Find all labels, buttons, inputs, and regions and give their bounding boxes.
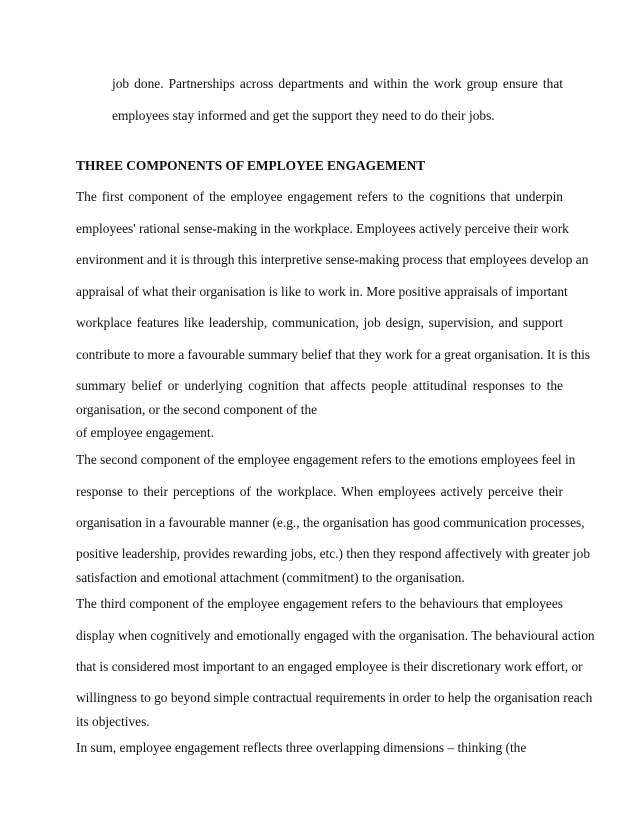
paragraph-line: its objectives. xyxy=(76,714,150,729)
paragraph-line: of employee engagement. xyxy=(76,425,214,440)
paragraph-line: display when cognitively and emotionally engaged with the organisation. The behavioural action xyxy=(76,628,595,643)
paragraph-line: workplace features like leadership, communication, job design, supervision, and support xyxy=(76,315,563,330)
intro-line: job done. Partnerships across departments and within the work group ensure that xyxy=(112,76,563,91)
paragraph-line: willingness to go beyond simple contractual requirements in order to help the organisation reach xyxy=(76,690,593,705)
paragraph-line: that is considered most important to an engaged employee is their discretionary work effort, or xyxy=(76,659,583,674)
paragraph-line: employees' rational sense-making in the workplace. Employees actively perceive their work xyxy=(76,221,569,236)
paragraph-line: The first component of the employee engagement refers to the cognitions that underpin xyxy=(76,189,563,204)
paragraph-line: positive leadership, provides rewarding jobs, etc.) then they respond affectively with greater job xyxy=(76,546,591,561)
paragraph-line: appraisal of what their organisation is like to work in. More positive appraisals of important xyxy=(76,284,568,299)
paragraph-line: In sum, employee engagement reflects three overlapping dimensions – thinking (the xyxy=(76,740,527,755)
paragraph-line: summary belief or underlying cognition that affects people attitudinal responses to the xyxy=(76,378,563,393)
section-heading: THREE COMPONENTS OF EMPLOYEE ENGAGEMENT xyxy=(76,158,426,173)
paragraph-line: response to their perceptions of the workplace. When employees actively perceive their xyxy=(76,484,563,499)
paragraph-line: contribute to more a favourable summary belief that they work for a great organisation. It is this xyxy=(76,347,591,362)
intro-line: employees stay informed and get the support they need to do their jobs. xyxy=(112,108,495,123)
paragraph-line: satisfaction and emotional attachment (commitment) to the organisation. xyxy=(76,570,465,585)
paragraph-line: organisation in a favourable manner (e.g., the organisation has good communication processes, xyxy=(76,515,585,530)
paragraph-line: environment and it is through this interpretive sense-making process that employees develop an xyxy=(76,252,589,267)
paragraph-line: The third component of the employee engagement refers to the behaviours that employees xyxy=(76,596,563,611)
paragraph-line: organisation, or the second component of the xyxy=(76,402,318,417)
paragraph-line: The second component of the employee engagement refers to the emotions employees feel in xyxy=(76,452,576,467)
